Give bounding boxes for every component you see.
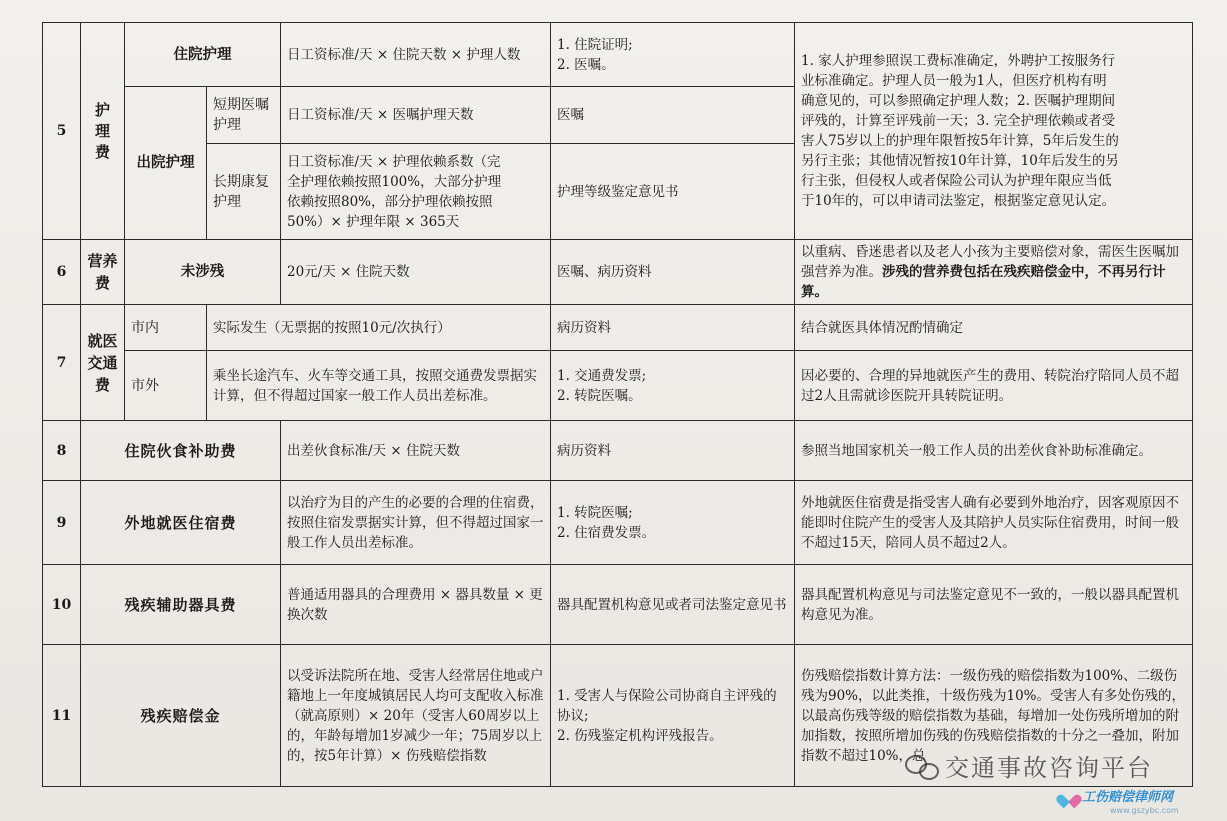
notes-cell: 以重病、昏迷患者以及老人小孩为主要赔偿对象，需医生医嘱加强营养为准。涉残的营养费包括在残疾赔偿金中，不再另行计算。 xyxy=(795,240,1193,305)
documents-cell: 器具配置机构意见或者司法鉴定意见书 xyxy=(551,565,795,645)
row-number: 7 xyxy=(43,305,81,421)
subcategory-outpatient-nursing: 出院护理 xyxy=(125,87,207,240)
formula-cell: 出差伙食标准/天 × 住院天数 xyxy=(281,421,551,481)
logo-url: www.gszybc.com xyxy=(1110,806,1179,815)
row-number: 11 xyxy=(43,645,81,787)
item-name: 残疾辅助器具费 xyxy=(81,565,281,645)
row-number: 9 xyxy=(43,481,81,565)
documents-cell: 1. 交通费发票; 2. 转院医嘱。 xyxy=(551,351,795,421)
notes-cell: 外地就医住宿费是指受害人确有必要到外地治疗，因客观原因不能即时住院产生的受害人及其陪护人员实际住宿费用，时间一般不超过15天，陪同人员不超过2人。 xyxy=(795,481,1193,565)
row-number: 6 xyxy=(43,240,81,305)
subcategory-in-city: 市内 xyxy=(125,305,207,351)
formula-cell: 以受诉法院所在地、受害人经常居住地或户籍地上一年度城镇居民人均可支配收入标准（就高原则）× 20年（受害人60周岁以上的，年龄每增加1岁减少一年；75周岁以上的，按5年计算）× 伤残赔偿指数 xyxy=(281,645,551,787)
subcategory-inpatient-nursing: 住院护理 xyxy=(125,23,281,87)
heart-icon xyxy=(1062,789,1078,803)
table-row xyxy=(43,421,1193,481)
formula-cell: 日工资标准/天 × 住院天数 × 护理人数 xyxy=(281,23,551,87)
table-row xyxy=(43,305,1193,351)
item-name: 残疾赔偿金 xyxy=(81,645,281,787)
documents-cell: 病历资料 xyxy=(551,305,795,351)
item-name: 住院伙食补助费 xyxy=(81,421,281,481)
formula-cell: 普通适用器具的合理费用 × 器具数量 × 更换次数 xyxy=(281,565,551,645)
table-row xyxy=(43,351,1193,421)
site-logo xyxy=(1062,786,1173,805)
formula-cell: 20元/天 × 住院天数 xyxy=(281,240,551,305)
formula-cell: 日工资标准/天 × 医嘱护理天数 xyxy=(281,87,551,144)
table-row xyxy=(43,240,1193,305)
documents-cell: 医嘱、病历资料 xyxy=(551,240,795,305)
formula-cell: 乘坐长途汽车、火车等交通工具，按照交通费发票据实计算，但不得超过国家一般工作人员出差标准。 xyxy=(207,351,551,421)
watermark xyxy=(905,748,1153,783)
documents-cell: 1. 转院医嘱; 2. 住宿费发票。 xyxy=(551,481,795,565)
table-row xyxy=(43,565,1193,645)
documents-cell: 医嘱 xyxy=(551,87,795,144)
notes-cell: 结合就医具体情况酌情确定 xyxy=(795,305,1193,351)
subcategory-long-term: 长期康复 护理 xyxy=(207,144,281,240)
documents-cell: 1. 受害人与保险公司协商自主评残的协议; 2. 伤残鉴定机构评残报告。 xyxy=(551,645,795,787)
subcategory-short-term: 短期医嘱 护理 xyxy=(207,87,281,144)
notes-cell: 伤残赔偿指数计算方法：一级伤残的赔偿指数为100%、二级伤残为90%，以此类推，十级伤残为10%。受害人有多处伤残的，以最高伤残等级的赔偿指数为基础，每增加一处伤残所增加的附加指数，按照所增加伤残的伤残赔偿指数的十分之一叠加，附加指数不超过10%，总 xyxy=(795,645,1193,787)
subcategory-no-disability: 未涉残 xyxy=(125,240,281,305)
notes-cell: 器具配置机构意见与司法鉴定意见不一致的，一般以器具配置机构意见为准。 xyxy=(795,565,1193,645)
category-nutrition-fee: 营养 费 xyxy=(81,240,125,305)
table-row xyxy=(43,481,1193,565)
notes-cell: 因必要的、合理的异地就医产生的费用、转院治疗陪同人员不超过2人且需就诊医院开具转院证明。 xyxy=(795,351,1193,421)
category-medical-transport-fee: 就医 交通 费 xyxy=(81,305,125,421)
logo-text: 工伤赔偿律师网 xyxy=(1082,790,1174,805)
notes-cell: 1. 家人护理参照误工费标准确定，外聘护工按服务行 业标准确定。护理人员一般为1人，但医疗机构有明 确意见的，可以参照确定护理人数；2. 医嘱护理期间 评残的，计算至评残前一天；3. 完全护理依赖或者受 害人75岁以上的护理年限暂按5年计算，5年后发生的 另行主张；其他情况暂按10年计算，10年后发生的另 行主张，但侵权人或者保险公司认为护理年限应当低 于10年的，可以申请司法鉴定，根据鉴定意见认定。 xyxy=(795,23,1193,240)
notes-cell: 参照当地国家机关一般工作人员的出差伙食补助标准确定。 xyxy=(795,421,1193,481)
compensation-standards-table xyxy=(42,22,1193,787)
documents-cell: 护理等级鉴定意见书 xyxy=(551,144,795,240)
row-number: 5 xyxy=(43,23,81,240)
category-nursing-fee: 护 理 费 xyxy=(81,23,125,240)
row-number: 8 xyxy=(43,421,81,481)
subcategory-out-of-city: 市外 xyxy=(125,351,207,421)
item-name: 外地就医住宿费 xyxy=(81,481,281,565)
wechat-icon xyxy=(905,751,939,781)
row-number: 10 xyxy=(43,565,81,645)
formula-cell: 实际发生（无票据的按照10元/次执行） xyxy=(207,305,551,351)
watermark-text: 交通事故咨询平台 xyxy=(945,754,1153,782)
table-row xyxy=(43,23,1193,87)
formula-cell: 以治疗为目的产生的必要的合理的住宿费，按照住宿发票据实计算，但不得超过国家一般工作人员出差标准。 xyxy=(281,481,551,565)
formula-cell: 日工资标准/天 × 护理依赖系数（完 全护理依赖按照100%，大部分护理 依赖按照80%，部分护理依赖按照 50%）× 护理年限 × 365天 xyxy=(281,144,551,240)
documents-cell: 病历资料 xyxy=(551,421,795,481)
documents-cell: 1. 住院证明; 2. 医嘱。 xyxy=(551,23,795,87)
